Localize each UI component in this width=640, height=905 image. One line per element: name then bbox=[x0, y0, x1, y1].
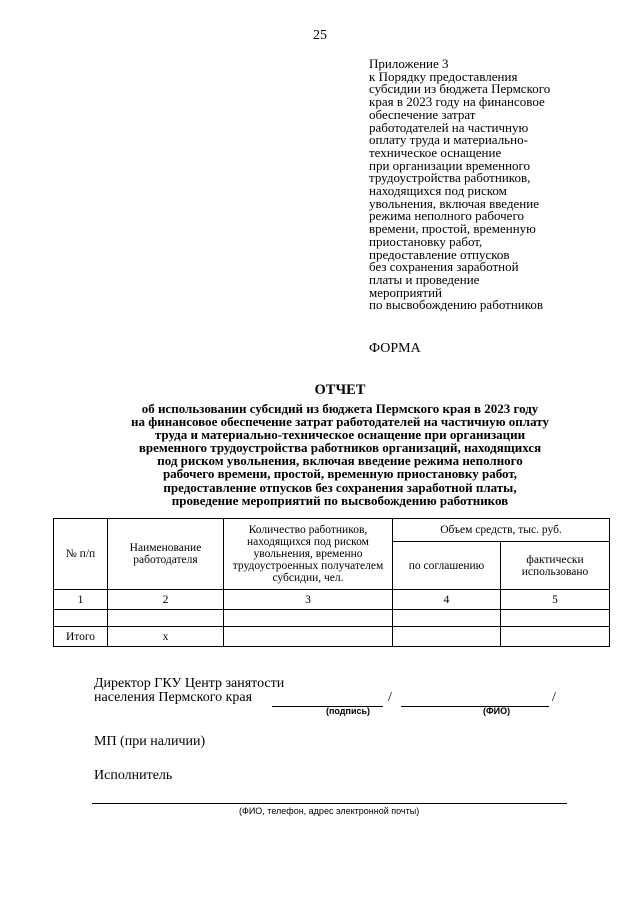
column-number: 3 bbox=[224, 590, 393, 610]
subtitle-line: проведение мероприятий по высвобождению работников bbox=[171, 492, 509, 508]
appendix-line: по высвобождению работников bbox=[369, 297, 544, 313]
header-workers: Количество работников, находящихся под риском увольнения, временно трудоустроенных получателем субсидии, чел. bbox=[224, 519, 393, 590]
appendix-line: оплату труда и материально- bbox=[369, 132, 528, 148]
subtitle-line: на финансовое обеспечение затрат работодателей на частичную оплату bbox=[131, 414, 549, 430]
column-number: 4 bbox=[393, 590, 501, 610]
appendix-line: края в 2023 году на финансовое bbox=[369, 94, 545, 110]
signature-slash: / bbox=[388, 690, 392, 705]
subtitle-line: об использовании субсидий из бюджета Пермского края в 2023 году bbox=[141, 401, 539, 416]
subtitle-line: временного трудоустройства работников организаций, находящихся bbox=[138, 440, 542, 456]
header-employer: Наименование работодателя bbox=[108, 519, 224, 590]
header-agreement: по соглашению bbox=[393, 542, 501, 590]
column-number: 2 bbox=[108, 590, 224, 610]
appendix-line: предоставление отпусков bbox=[369, 246, 510, 262]
signature-title-line2: населения Пермского края bbox=[94, 690, 253, 705]
appendix-line: работодателей на частичную bbox=[369, 119, 529, 135]
appendix-line: режима неполного рабочего bbox=[369, 208, 524, 224]
executor-label: Исполнитель bbox=[94, 768, 173, 783]
header-num: № п/п bbox=[54, 519, 108, 590]
empty-cell bbox=[393, 627, 501, 647]
empty-cell bbox=[501, 627, 610, 647]
executor-underline bbox=[92, 803, 567, 804]
report-subtitle bbox=[60, 402, 620, 507]
report-table bbox=[53, 518, 610, 647]
stamp-label: МП (при наличии) bbox=[94, 734, 206, 749]
appendix-line: платы и проведение bbox=[369, 271, 480, 287]
appendix-line: к Порядку предоставления bbox=[369, 68, 518, 84]
empty-cell bbox=[54, 610, 108, 627]
column-number: 5 bbox=[501, 590, 610, 610]
header-funds: Объем средств, тыс. руб. bbox=[393, 519, 610, 542]
header-actual: фактически использовано bbox=[501, 542, 610, 590]
appendix-line: техническое оснащение bbox=[369, 144, 502, 160]
total-label: Итого bbox=[54, 627, 108, 647]
appendix-line: находящихся под риском bbox=[369, 183, 507, 199]
table-row bbox=[54, 610, 610, 627]
column-numbers-row bbox=[54, 590, 610, 610]
executor-caption: (ФИО, телефон, адрес электронной почты) bbox=[239, 806, 420, 816]
appendix-line: при организации временного bbox=[369, 157, 531, 173]
appendix-line: мероприятий bbox=[369, 284, 442, 300]
empty-cell bbox=[501, 610, 610, 627]
report-title: ОТЧЕТ bbox=[314, 382, 366, 398]
appendix-line: обеспечение затрат bbox=[369, 106, 476, 122]
total-row bbox=[54, 627, 610, 647]
empty-cell bbox=[393, 610, 501, 627]
signature-title-line1: Директор ГКУ Центр занятости bbox=[94, 676, 285, 691]
name-underline bbox=[401, 706, 549, 707]
empty-cell bbox=[224, 610, 393, 627]
appendix-line: увольнения, включая введение bbox=[369, 195, 539, 211]
signature-slash-end: / bbox=[552, 690, 556, 705]
appendix-block bbox=[369, 58, 629, 312]
appendix-line: субсидии из бюджета Пермского bbox=[369, 81, 551, 97]
appendix-line: трудоустройства работников, bbox=[369, 170, 531, 186]
appendix-line: приостановку работ, bbox=[369, 233, 483, 249]
subtitle-line: рабочего времени, простой, временную приостановку работ, bbox=[162, 466, 518, 482]
empty-cell bbox=[224, 627, 393, 647]
form-label: ФОРМА bbox=[369, 341, 421, 356]
appendix-line: Приложение 3 bbox=[369, 56, 449, 71]
column-number: 1 bbox=[54, 590, 108, 610]
subtitle-line: труда и материально-техническое оснащение при организации bbox=[154, 427, 526, 443]
appendix-line: без сохранения заработной bbox=[369, 259, 519, 275]
subtitle-line: предоставление отпусков без сохранения заработной платы, bbox=[163, 479, 517, 495]
appendix-line: времени, простой, временную bbox=[369, 221, 536, 237]
signature-caption: (подпись) bbox=[326, 706, 371, 716]
empty-cell bbox=[108, 610, 224, 627]
name-caption: (ФИО) bbox=[483, 706, 511, 716]
page-number: 25 bbox=[313, 28, 327, 43]
subtitle-line: под риском увольнения, включая введение режима неполного bbox=[157, 453, 523, 469]
total-employer: x bbox=[108, 627, 224, 647]
